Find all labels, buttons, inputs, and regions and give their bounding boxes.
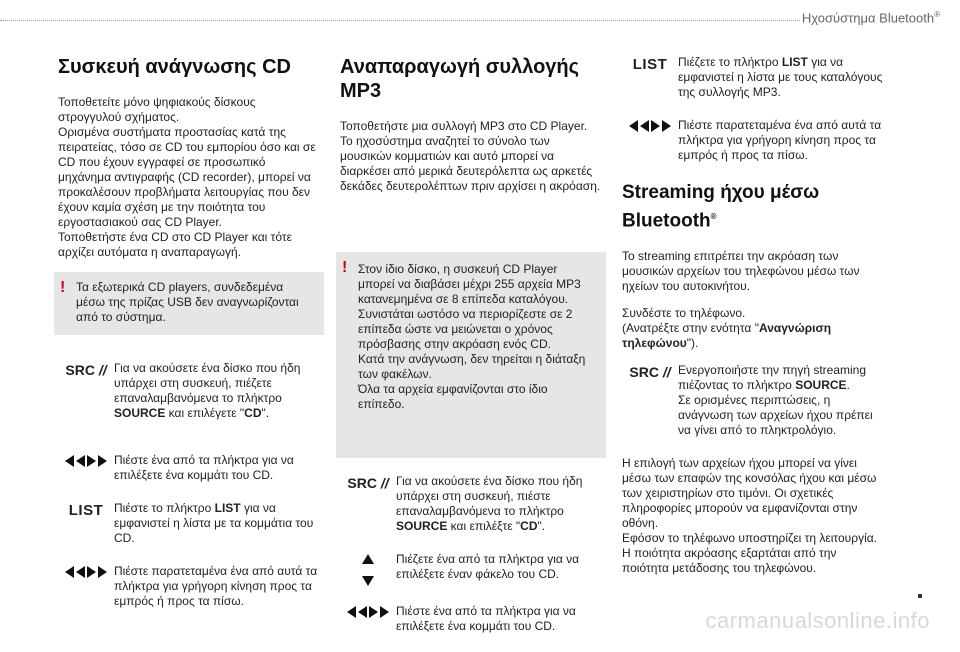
src-button-icon: SRC //	[65, 362, 107, 378]
instruction-source: SRC // Για να ακούσετε ένα δίσκο που ήδη υπάρχει στη συσκευή, πιέστε επαναλαμβανόμενα το πλήκτρο SOURCE και επιλέξτε "CD".	[340, 474, 602, 534]
instruction-fast-forward: Πιέστε παρατεταμένα ένα από αυτά τα πλήκτρα για γρήγορη κίνηση προς τα εμπρός ή προς τα πίσω.	[622, 118, 884, 163]
fast-forward-rewind-icon	[622, 118, 678, 132]
src-button-icon: SRC //	[347, 475, 389, 491]
src-button-icon: SRC //	[629, 364, 671, 381]
instruction-list: LIST Πιέζετε το πλήκτρο LIST για να εμφανιστεί η λίστα με τους καταλόγους της συλλογής MP3.	[622, 55, 884, 100]
instruction-track: Πιέστε ένα από τα πλήκτρα για να επιλέξετε ένα κομμάτι του CD.	[340, 604, 602, 634]
paragraph: Το streaming επιτρέπει την ακρόαση των μουσικών αρχείων του τηλεφώνου μέσω των ηχείων του αυτοκινήτου.	[622, 249, 860, 294]
warning-icon: !	[60, 279, 66, 296]
section-heading-bluetooth: Streaming ήχου μέσω Bluetooth®	[622, 182, 820, 232]
instruction-list: LIST Πιέστε το πλήκτρο LIST για να εμφανιστεί η λίστα με τα κομμάτια του CD.	[58, 501, 320, 546]
instruction-fast-forward: Πιέστε παρατεταμένα ένα από αυτά τα πλήκτρα για γρήγορη κίνηση προς τα εμπρός ή προς τα πίσω.	[58, 564, 320, 609]
page-header-title: Ηχοσύστημα Bluetooth®	[801, 10, 940, 26]
paragraph: Συνδέστε το τηλέφωνο. (Ανατρέξτε στην ενότητα "Αναγνώριση τηλεφώνου").	[622, 306, 832, 351]
paragraph: Τοποθετήστε μια συλλογή MP3 στο CD Player. Το ηχοσύστημα αναζητεί το σύνολο των μουσικών κομματιών και αυτό μπορεί να διαρκέσει από μερικά δευτερόλεπτα ως αρκετές δεκάδες δευτερολέπτων πριν αρχίσει η ακρόαση.	[340, 119, 601, 193]
paragraph: Τοποθετείτε μόνο ψηφιακούς δίσκους στρογγυλού σχήματος. Ορισμένα συστήματα προστασίας κατά της πειρατείας, τόσο σε CD του εμπορίου όσο και σε CD που έχουν εγγραφεί σε προσωπικό μηχάνημα αντιγραφής (CD recorder), μπορεί να προκαλέσουν προβλήματα λειτουργίας που δεν έχουν καμία σχέση με την ποιότητα του εργοστασιακού σας CD Player. Τοποθετήστε ένα CD στο CD Player και τότε αρχίζει αυτόματα η αναπαραγωγή.	[58, 95, 316, 259]
warning-box: ! Τα εξωτερικά CD players, συνδεδεμένα μέσω της πρίζας USB δεν αναγνωρίζονται από το σύστημα.	[54, 272, 324, 335]
section-heading-mp3: Αναπαραγωγή συλλογής MP3	[340, 56, 580, 102]
column-mp3	[340, 55, 602, 652]
instruction-source: SRC // Ενεργοποιήστε την πηγή streaming πιέζοντας το πλήκτρο SOURCE. Σε ορισμένες περιπτώσεις, η ανάγνωση των αρχείων ήχου πρέπει να γίνει από το πληκτρολόγιο.	[622, 363, 884, 438]
fast-forward-rewind-icon	[58, 564, 114, 578]
column-cd-player	[58, 55, 320, 627]
paragraph: Η επιλογή των αρχείων ήχου μπορεί να γίνει μέσω των επαφών της κονσόλας ήχου και μέσω των χειριστηρίων στο τιμόνι. Οι σχετικές πληροφορίες μπορούν να εμφανίζονται στην οθόνη. Εφόσον το τηλέφωνο υποστηρίζει τη λειτουργία. Η ποιότητα ακρόασης εξαρτάται από την ποιότητα μετάδοσης του τηλεφώνου.	[622, 456, 878, 576]
prev-next-arrows-icon	[340, 604, 396, 618]
list-button-icon: LIST	[632, 56, 668, 73]
header-dotted-line	[0, 20, 800, 21]
up-down-arrows-icon	[340, 552, 396, 586]
section-heading-cd: Συσκευή ανάγνωσης CD	[58, 56, 291, 78]
prev-next-arrows-icon	[58, 453, 114, 467]
warning-icon: !	[342, 259, 348, 276]
instruction-track: Πιέστε ένα από τα πλήκτρα για να επιλέξετε ένα κομμάτι του CD.	[58, 453, 320, 483]
watermark: carmanualsonline.info	[705, 608, 930, 633]
list-button-icon: LIST	[68, 502, 104, 519]
instruction-source: SRC // Για να ακούσετε ένα δίσκο που ήδη υπάρχει στη συσκευή, πιέζετε επαναλαμβανόμενα το πλήκτρο SOURCE και επιλέγετε "CD".	[58, 361, 320, 421]
column-bluetooth	[622, 55, 884, 588]
warning-box: ! Στον ίδιο δίσκο, η συσκευή CD Player μπορεί να διαβάσει μέχρι 255 αρχεία MP3 κατανεμημένα σε 8 επίπεδα καταλόγου. Συνιστάται ωστόσο να περιορίζεστε σε 2 επίπεδα ώστε να μειώνεται ο χρόνος πρόσβασης στην ακρόαση ενός CD. Κατά την ανάγνωση, δεν τηρείται η διάταξη των φακέλων. Όλα τα αρχεία εμφανίζονται στο ίδιο επίπεδο.	[336, 252, 606, 458]
instruction-folder: Πιέζετε ένα από τα πλήκτρα για να επιλέξετε έναν φάκελο του CD.	[340, 552, 602, 586]
page-marker	[918, 594, 922, 598]
